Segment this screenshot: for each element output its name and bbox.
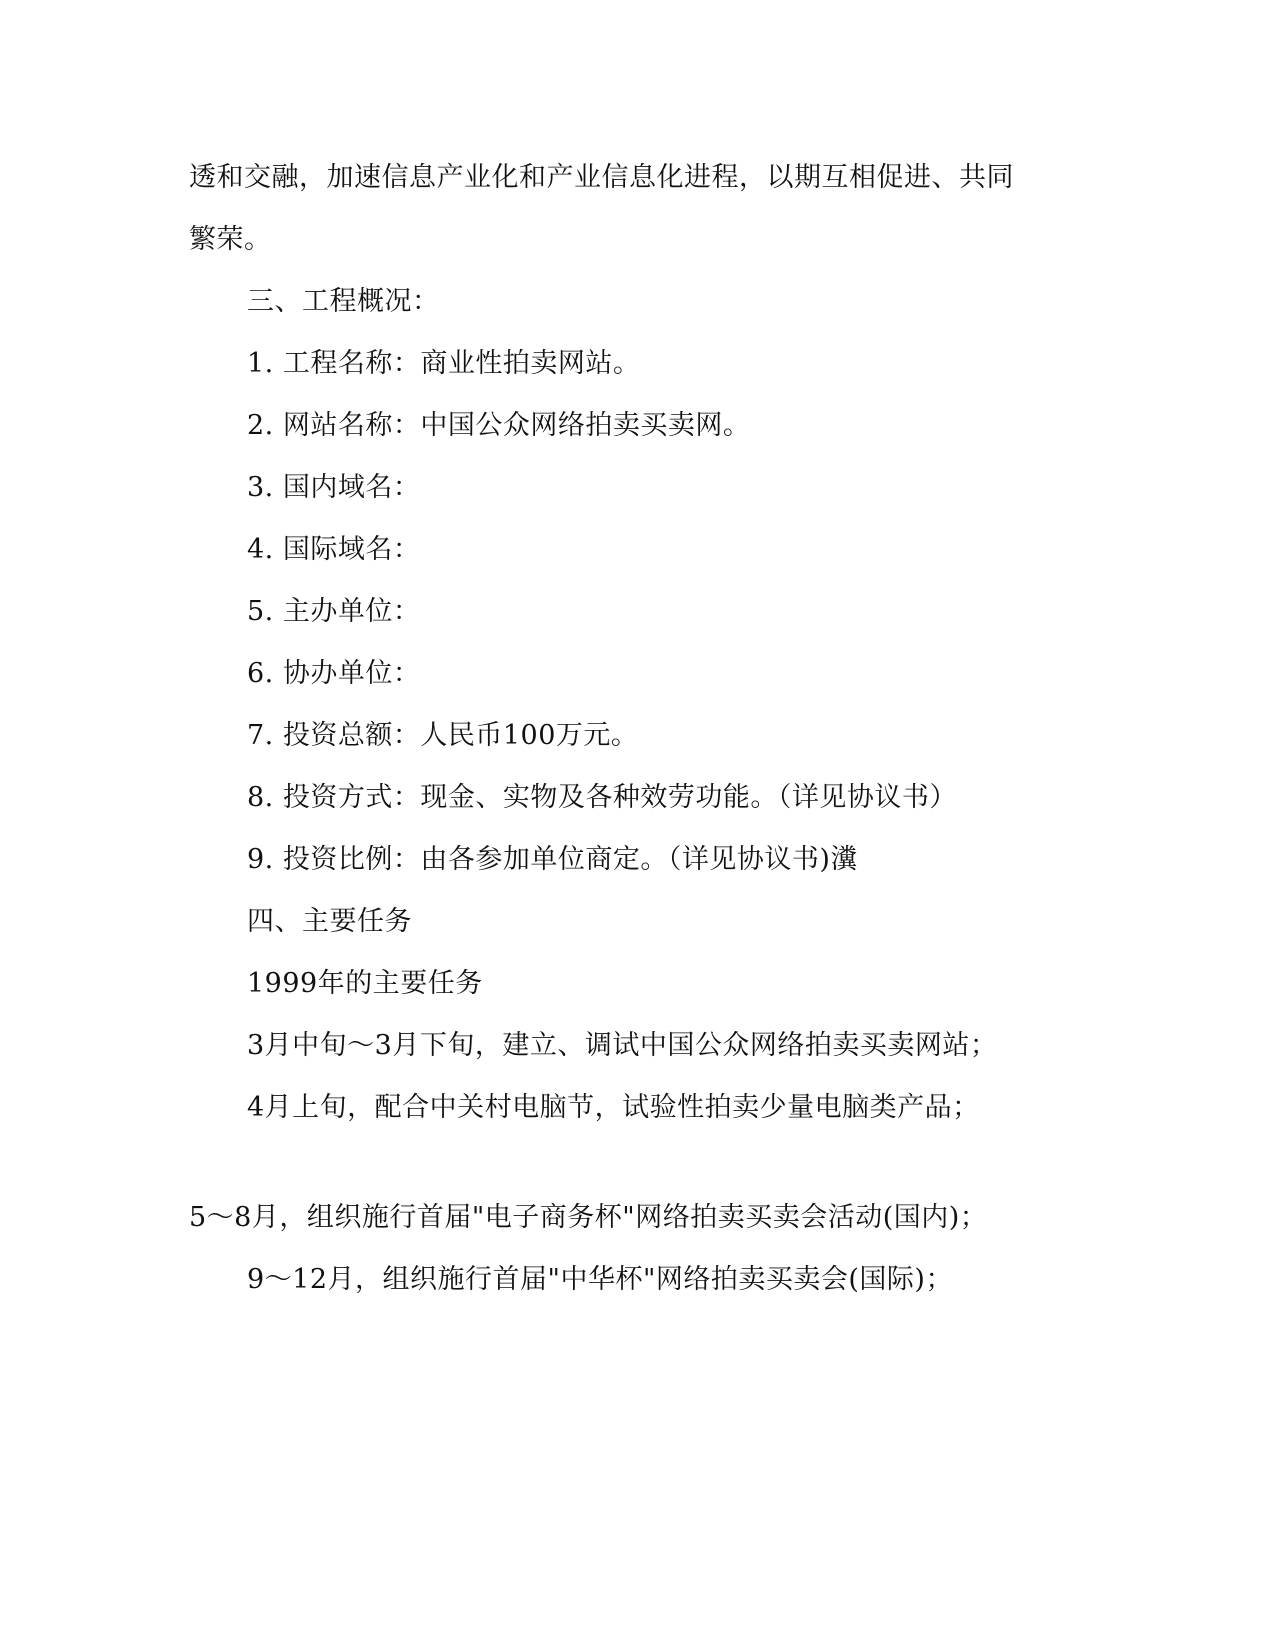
list-item: 8. 投资方式：现金、实物及各种效劳功能。（详见协议书） xyxy=(247,782,957,813)
section-heading: 四、主要任务 xyxy=(247,906,412,937)
paragraph-line: 透和交融，加速信息产业化和产业信息化进程，以期互相促进、共同 xyxy=(189,162,1014,193)
list-item: 4. 国际域名： xyxy=(247,534,421,565)
list-item: 6. 协办单位： xyxy=(247,658,421,689)
list-item: 2. 网站名称：中国公众网络拍卖买卖网。 xyxy=(247,410,751,441)
task-line: 1999年的主要任务 xyxy=(247,968,483,999)
list-item: 7. 投资总额：人民币100万元。 xyxy=(247,720,639,751)
task-line: 9～12月，组织施行首届"中华杯"网络拍卖买卖会(国际)； xyxy=(247,1264,953,1295)
list-item: 9. 投资比例：由各参加单位商定。（详见协议书)瀵 xyxy=(247,844,858,875)
paragraph-line: 繁荣。 xyxy=(189,224,272,255)
list-item: 1. 工程名称：商业性拍卖网站。 xyxy=(247,348,641,379)
list-item: 3. 国内域名： xyxy=(247,472,421,503)
task-line: 5～8月，组织施行首届"电子商务杯"网络拍卖买卖会活动(国内)； xyxy=(189,1202,988,1233)
list-item: 5. 主办单位： xyxy=(247,596,421,627)
task-line: 3月中旬～3月下旬，建立、调试中国公众网络拍卖买卖网站； xyxy=(247,1030,998,1061)
task-line: 4月上旬，配合中关村电脑节，试验性拍卖少量电脑类产品； xyxy=(247,1092,980,1123)
section-heading: 三、工程概况： xyxy=(247,286,440,317)
